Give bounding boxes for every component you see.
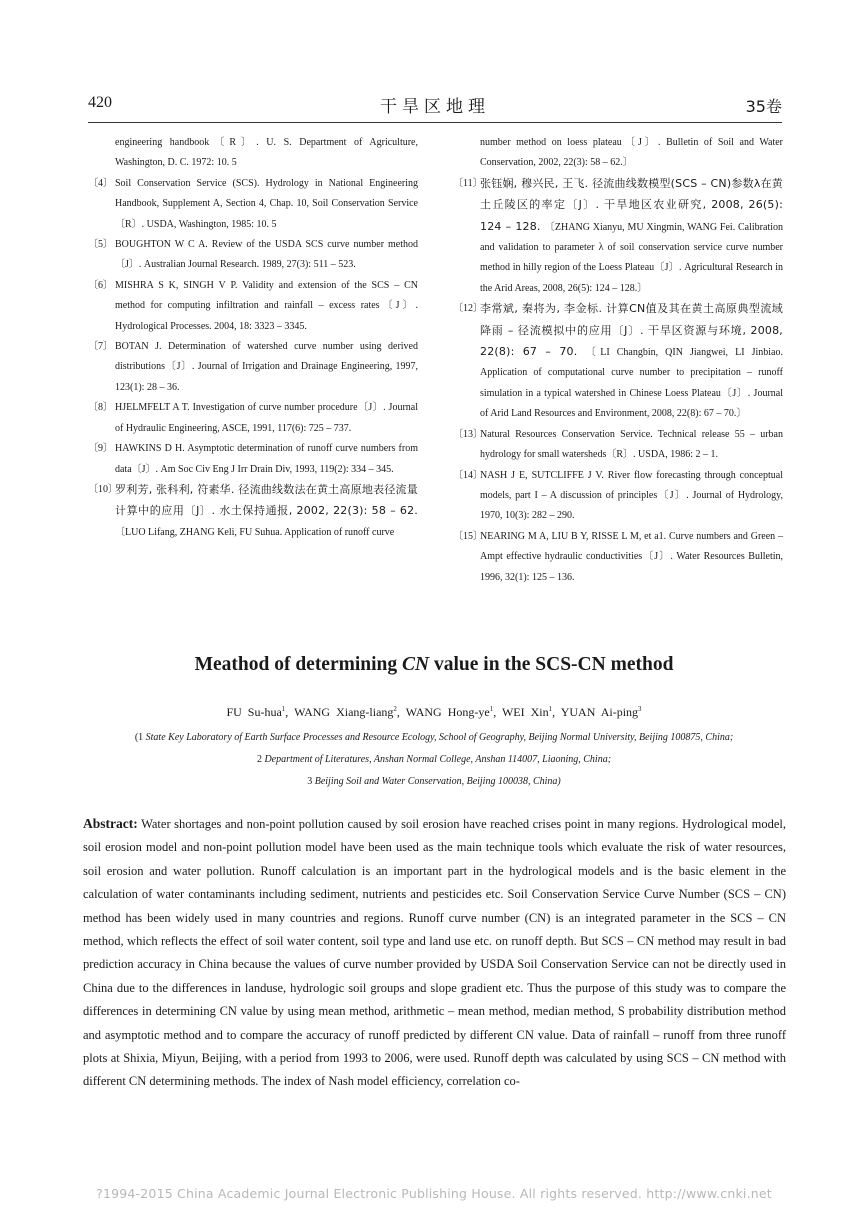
affiliation-2-number: 2 — [256, 754, 262, 765]
reference-item — [453, 527, 783, 588]
abstract-text: Water shortages and non-point pollution caused by soil erosion have reached crises point in many regions. Hydrological model, soil erosion model and non-point pollution model have been used as the main technique tools which evaluate the risk of water resources, soil erosion and water pollution. Runoff calculation is an important part in the hydrological models and is the basic element in the calculation of water contaminants including sediment, nutrients and pesticides etc. Soil Conservation Service Curve Number (SCS – CN) method has been widely used in many countries and regions. Runoff curve number (CN) is an integrated parameter in the SCS – CN method, which reflects the effect of soil water content, soil type and land use etc. on runoff depth. But SCS – CN method may result in bad prediction accuracy in China because the values of curve number provided by USDA Soil Conservation Service can not be directly used in China due to the differences in landuse, hydrologic soil groups and slope gradient etc. Thus the purpose of this study was to compare the differences in determining CN value by using mean method, arithmetic – mean method, median method, S probability distribution method and asymptotic method and to compare the accuracy of runoff predicted by different CN value. Data of rainfall – runoff from three runoff plots at Shixia, Miyun, Beijing, with a period from 1993 to 2006, were used. Runoff depth was calculated by using SCS – CN method with different CN determining methods. The index of Nash model efficiency, correlation co- — [83, 817, 786, 1089]
title-part-2: value in the SCS-CN method — [429, 654, 674, 675]
reference-number: 〔7〕 — [88, 341, 113, 353]
author-name: WEI Xin$^1$ — [501, 705, 553, 719]
reference-number: 〔11〕 — [453, 177, 483, 189]
author-name: WANG Hong-$ye^1$ — [405, 705, 494, 719]
reference-text: Natural Resources Conservation Service. Technical release 55 – urban hydrology for small watersheds〔R〕. USDA, 1986: 2 – 1. — [480, 428, 783, 461]
copyright-footer: ?1994-2015 China Academic Journal Electronic Publishing House. All rights reserved. http://www.cnki.net — [96, 1186, 772, 1201]
reference-text: 〔LI Changbin, QIN Jiangwei, LI Jinbiao. Application of computational curve number to precipitation – runoff simulation in a typical watershed in Chinese Loess Plateau〔J〕. Journal of Arid Land Resources and Environment, 2008, 22(8): 67 – 70.〕 — [480, 347, 783, 420]
affiliation-1 — [60, 732, 808, 743]
author-affiliation-mark: 1 — [489, 705, 494, 713]
affiliation-3 — [60, 776, 808, 787]
reference-number: 〔5〕 — [88, 239, 113, 251]
article-title — [60, 654, 808, 676]
reference-number: 〔12〕 — [453, 303, 483, 315]
reference-text: engineering handbook〔R〕. U. S. Department of Agriculture, Washington, D. C. 1972: 10. 5 — [115, 137, 418, 169]
author-affiliation-mark: 1 — [281, 705, 286, 713]
reference-chinese-text: 张钰娴, 穆兴民, 王飞. 径流曲线数模型(SCS – CN)参数λ在黄土丘陵区的率定〔J〕. 干旱地区农业研究, 2008, 26(5): 124 – 128. — [480, 176, 783, 233]
reference-item — [453, 425, 783, 466]
author-affiliation-mark: 3 — [638, 705, 642, 713]
journal-title: 干旱区地理 — [380, 97, 490, 117]
reference-item — [453, 174, 783, 299]
reference-number: 〔13〕 — [453, 428, 483, 440]
abstract — [83, 812, 786, 1094]
reference-text: 〔ZHANG Xianyu, MU Xingmin, WANG Fei. Calibration and validation to parameter λ of soil conservation service curve number method in hilly region of the Loess Plateau〔J〕. Agricultural Research in the Arid Areas, 2008, 26(5): 124 – 128.〕 — [480, 221, 783, 294]
reference-item — [88, 337, 418, 398]
reference-item — [88, 439, 418, 480]
reference-number: 〔14〕 — [453, 469, 483, 481]
author-affiliation-mark: 2 — [393, 705, 397, 713]
affiliation-3-number: 3 — [307, 776, 313, 787]
title-part-1: Meathod of determining — [194, 654, 403, 675]
reference-text: NEARING M A, LIU B Y, RISSE L M, et a1. Curve numbers and Green – Ampt effective hydraulic conductivities〔J〕. Water Resources Bulletin, 1996, 32(1): 125 – 136. — [480, 530, 783, 583]
affiliation-3-text: Beijing Soil and Water Conservation, Beijing 100038, China) — [314, 776, 561, 787]
reference-item — [453, 133, 783, 174]
reference-item — [453, 466, 783, 527]
reference-text: Soil Conservation Service (SCS). Hydrology in National Engineering Handbook, Supplement A, Section 4, Chap. 10, Soil Conservation Service〔R〕. USDA, Washington, 1985: 10. 5 — [115, 177, 418, 230]
reference-text: NASH J E, SUTCLIFFE J V. River flow forecasting through conceptual models, part I – A discussion of principles〔J〕. Journal of Hydrology, 1970, 10(3): 282 – 290. — [480, 469, 783, 522]
reference-number: 〔9〕 — [88, 443, 113, 455]
affiliation-2-text: Department of Literatures, Anshan Normal College, Anshan 114007, Liaoning, China; — [264, 754, 612, 765]
reference-number: 〔6〕 — [88, 279, 113, 291]
volume-label: 35卷 — [745, 97, 782, 116]
affiliation-1-text: State Key Laboratory of Earth Surface Processes and Resource Ecology, School of Geography, Beijing Normal University, Beijing 100875, China; — [145, 732, 734, 743]
header-rule — [88, 122, 782, 123]
reference-item — [88, 174, 418, 235]
running-header — [88, 94, 782, 116]
reference-item — [88, 480, 418, 543]
reference-item — [88, 398, 418, 439]
reference-item — [453, 299, 783, 424]
title-cn: CN — [402, 654, 430, 675]
reference-text: HAWKINS D H. Asymptotic determination of runoff curve numbers from data〔J〕. Am Soc Civ Eng J Irr Drain Div, 1993, 119(2): 334 – 345. — [115, 443, 418, 475]
reference-list-left — [88, 133, 418, 543]
reference-text: number method on loess plateau〔J〕. Bulletin of Soil and Water Conservation, 2002, 22(3): 58 – 62.〕 — [480, 137, 783, 169]
reference-number: 〔10〕 — [88, 483, 118, 495]
author-name: YUAN Ai-ping$^3$ — [560, 705, 642, 719]
reference-text: BOTAN J. Determination of watershed curve number using derived distributions〔J〕. Journal of Irrigation and Drainage Engineering, 1997, 123(1): 28 – 36. — [115, 341, 418, 393]
author-name: WANG Xiang-liang$^2$ — [294, 705, 397, 719]
reference-text: MISHRA S K, SINGH V P. Validity and extension of the SCS – CN method for computing infiltration and rainfall – excess rates〔J〕. Hydrological Processes. 2004, 18: 3323 – 3345. — [115, 279, 418, 332]
abstract-label: Abstract: — [83, 816, 138, 831]
reference-number: 〔4〕 — [88, 177, 113, 189]
reference-text: HJELMFELT A T. Investigation of curve number procedure〔J〕. Journal of Hydraulic Engineering, ASCE, 1991, 117(6): 725 – 737. — [115, 402, 418, 434]
reference-item — [88, 133, 418, 174]
reference-number: 〔8〕 — [88, 402, 113, 414]
reference-text: 〔LUO Lifang, ZHANG Keli, FU Suhua. Application of runoff curve — [115, 526, 395, 538]
affiliation-2 — [60, 754, 808, 765]
reference-text: BOUGHTON W C A. Review of the USDA SCS curve number method〔J〕. Australian Journal Research. 1989, 27(3): 511 – 523. — [115, 239, 418, 271]
reference-item — [88, 276, 418, 337]
author-affiliation-mark: 1 — [548, 705, 553, 713]
reference-list-right — [453, 133, 783, 588]
reference-number: 〔15〕 — [453, 530, 483, 542]
reference-item — [88, 235, 418, 276]
reference-chinese-text: 李常斌, 秦将为, 李金标. 计算CN值及其在黄土高原典型流域降雨 – 径流模拟中的应用〔J〕. 干旱区资源与环境, 2008, 22(8): 67 – 70. — [480, 302, 783, 359]
page-number: 420 — [88, 94, 112, 111]
reference-chinese-text: 罗利芳, 张科利, 符素华. 径流曲线数法在黄土高原地表径流量计算中的应用〔J〕. 水土保持通报, 2002, 22(3): 58 – 62. — [115, 482, 418, 518]
author-list: FU Su-hua$^1$, WANG Xiang-liang$^2$, WANG Hong-$ye^1$, WEI Xin$^1$, YUAN Ai-ping$^3$ — [226, 705, 642, 719]
author-name: FU Su-hua$^1$ — [226, 705, 286, 719]
affiliation-1-number: (1 — [134, 732, 144, 743]
